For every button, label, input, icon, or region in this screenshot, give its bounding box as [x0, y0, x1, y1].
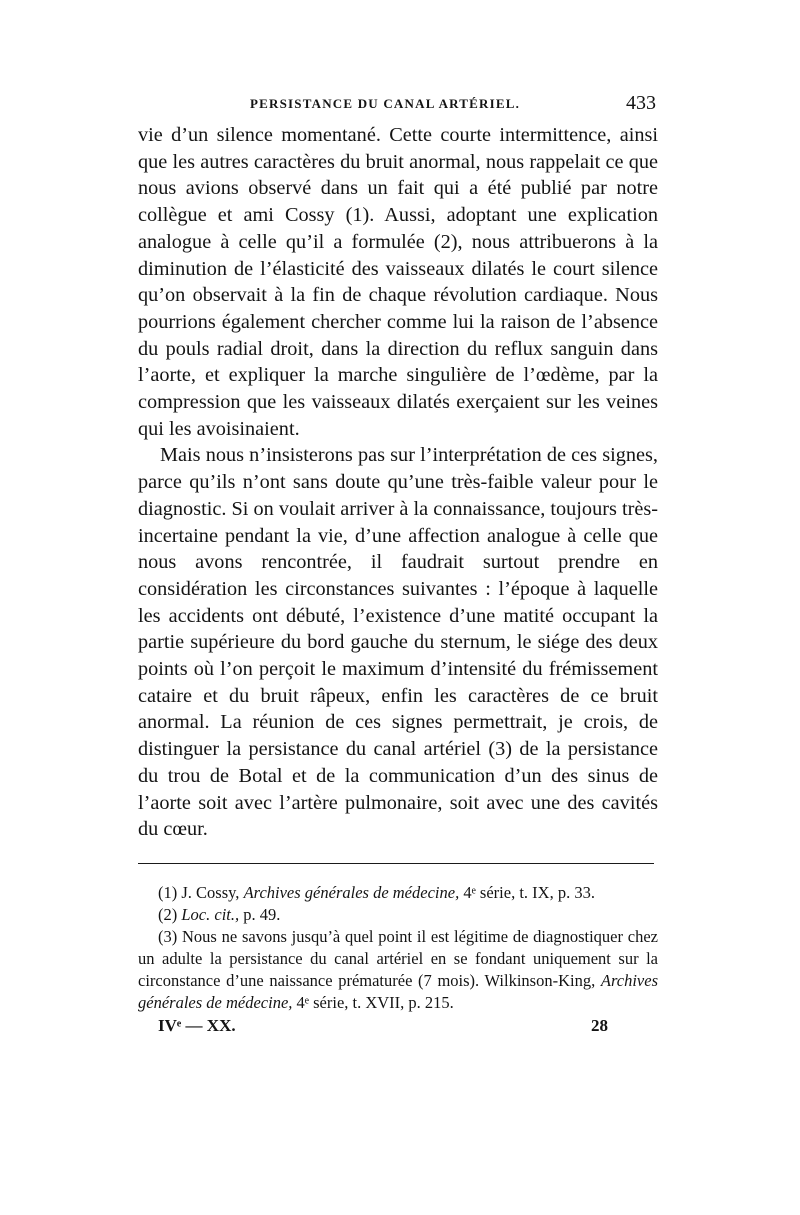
paragraph-diagnostic: Mais nous n’insisterons pas sur l’interprétation de ces signes, parce qu’ils n’ont sans doute qu’une très-faible valeur pour le diagnostic. Si on voulait arriver à la connaissance, toujours très-incertaine pendant la vie, d’une affection analogue à celle que nous avons rencontrée, il faudrait surtout prendre en considération les circonstances suivantes : l’époque à laquelle les accidents ont débuté, l’existence d’une matité occupant la partie supérieure du bord gauche du sternum, le siége des deux points où l’on perçoit le maximum d’intensité du frémissement cataire et du bruit râpeux, enfin les caractères de ce bruit anormal. La réunion de ces signes permettrait, je crois, de distinguer la persistance du canal artériel (3) de la persistance du trou de Botal et de la communication d’un des sinus de l’aorte soit avec l’artère pulmonaire, soit avec une des cavités du cœur. [138, 444, 658, 841]
running-head [138, 92, 658, 122]
footnote-2 [138, 904, 658, 926]
footnote-1-journal: Archives générales de médecine, [243, 882, 460, 902]
footnote-2-suffix: p. 49. [239, 904, 281, 924]
body-text [138, 122, 658, 843]
footnote-3-journal: Archives générales de médecine, [138, 970, 658, 1012]
footnotes [138, 882, 658, 1014]
signature-number: 28 [591, 1015, 608, 1035]
footnote-3 [138, 926, 658, 1014]
signature-mark: IVᵉ — XX. [158, 1015, 236, 1035]
footnote-3-suffix: 4ᵉ série, t. XVII, p. 215. [292, 992, 454, 1012]
signature-line [138, 1016, 658, 1042]
footnote-rule [138, 863, 654, 864]
footnote-1 [138, 882, 658, 904]
footnote-1-suffix: 4ᵉ série, t. IX, p. 33. [459, 882, 595, 902]
paragraph-continued: vie d’un silence momentané. Cette courte intermittence, ainsi que les autres caractères du bruit anormal, nous rappelait ce que nous avions observé dans un fait qui a été publié par notre collègue et ami Cossy (1). Aussi, adoptant une explication analogue à celle qu’il a formulée (2), nous attribuerons à la diminution de l’élasticité des vaisseaux dilatés le court silence qu’on observait à la fin de chaque révolution cardiaque. Nous pourrions également chercher comme lui la raison de l’absence du pouls radial droit, dans la direction du reflux sanguin dans l’aorte, et expliquer la marche singulière de l’œdème, par la compression que les vaisseaux dilatés exerçaient sur les veines qui les avoisinaient. [138, 124, 658, 440]
footnote-3-prefix: (3) Nous ne savons jusqu’à quel point il est légitime de diagnostiquer chez un adulte la persistance du canal artériel en se fondant uniquement sur la circonstance d’une naissance prématurée (7 mois). Wilkinson-King, [138, 926, 658, 990]
footnote-1-prefix: (1) J. Cossy, [158, 882, 244, 902]
footnote-2-citation: Loc. cit., [181, 904, 240, 924]
footnote-2-prefix: (2) [158, 904, 182, 924]
book-page [138, 92, 658, 1042]
running-title: PERSISTANCE DU CANAL ARTÉRIEL. [250, 96, 521, 111]
page-number: 433 [626, 92, 656, 114]
